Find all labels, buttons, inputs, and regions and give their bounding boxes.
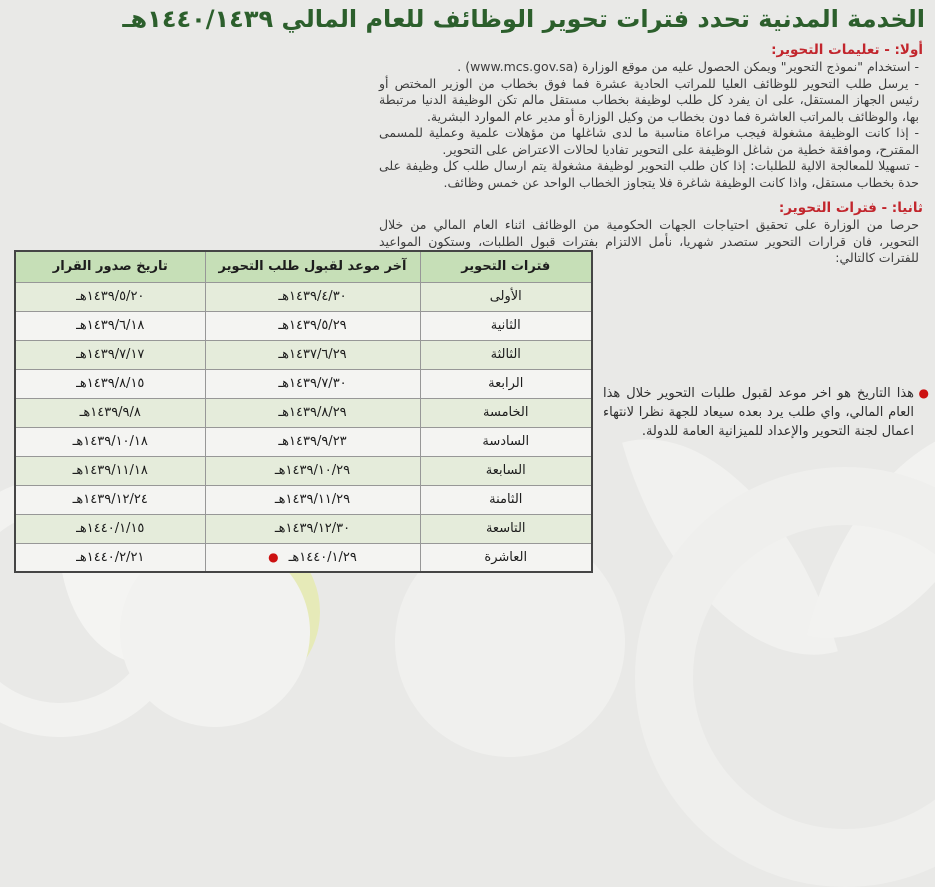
- table-header-row: [15, 251, 592, 282]
- period-cell: الثامنة: [420, 485, 592, 514]
- deadline-cell: ١٤٣٩/٧/٣٠هـ: [205, 369, 420, 398]
- table-row: [15, 543, 592, 572]
- periods-intro: حرصا من الوزارة على تحقيق احتياجات الجهات الحكومية من الوظائف اثناء العام المالي من خلال التحوير، فان قرارات التحوير ستصدر شهريا، نأمل الالتزام بفترات قبول الطلبات، وستكون المواعيد للفترات كالتالي:: [379, 217, 919, 265]
- deadline-cell: ١٤٣٧/٦/٢٩هـ: [205, 340, 420, 369]
- deadline-cell: ١٤٤٠/١/٢٩هـ●: [205, 543, 420, 572]
- transfer-periods-table: [14, 250, 593, 573]
- table-row: [15, 485, 592, 514]
- table-row: [15, 427, 592, 456]
- deadline-marker-icon: ●: [268, 550, 279, 565]
- table-row: [15, 340, 592, 369]
- deadline-cell: ١٤٣٩/١٢/٣٠هـ: [205, 514, 420, 543]
- deadline-cell: ١٤٣٩/٨/٢٩هـ: [205, 398, 420, 427]
- instructions-list: [379, 59, 919, 191]
- deadline-cell: ١٤٣٩/٤/٣٠هـ: [205, 282, 420, 311]
- periods-heading: ثانيا: - فترات التحوير:: [778, 200, 923, 216]
- decision-cell: ١٤٤٠/١/١٥هـ: [15, 514, 205, 543]
- decision-cell: ١٤٣٩/٥/٢٠هـ: [15, 282, 205, 311]
- decision-cell: ١٤٣٩/٩/٨هـ: [15, 398, 205, 427]
- period-cell: العاشرة: [420, 543, 592, 572]
- deadline-cell: ١٤٣٩/١٠/٢٩هـ: [205, 456, 420, 485]
- decision-cell: ١٤٣٩/١٢/٢٤هـ: [15, 485, 205, 514]
- header-decision: تاريخ صدور القرار: [15, 251, 205, 282]
- table-row: [15, 398, 592, 427]
- decision-cell: ١٤٣٩/٦/١٨هـ: [15, 311, 205, 340]
- deadline-cell: ١٤٣٩/١١/٢٩هـ: [205, 485, 420, 514]
- period-cell: الأولى: [420, 282, 592, 311]
- table-row: [15, 311, 592, 340]
- period-cell: السادسة: [420, 427, 592, 456]
- header-period: فترات التحوير: [420, 251, 592, 282]
- decision-cell: ١٤٣٩/١١/١٨هـ: [15, 456, 205, 485]
- header-deadline: آخر موعد لقبول طلب التحوير: [205, 251, 420, 282]
- period-cell: الثانية: [420, 311, 592, 340]
- instruction-item: - استخدام "نموذج التحوير" ويمكن الحصول عليه من موقع الوزارة (www.mcs.gov.sa) .: [457, 59, 919, 74]
- period-cell: السابعة: [420, 456, 592, 485]
- instruction-item: - يرسل طلب التحوير للوظائف العليا للمراتب الحادية عشرة فما فوق بخطاب من الوزير المختص أو رئيس الجهاز المستقل، على ان يفرد كل طلب لوظيفة بخطاب مستقل مالم تكن الوظيفة الدنيا مرتبطة بها، والوظائف بالمراتب العاشرة فما دون بخطاب من وكيل الوزارة أو مدير عام الموارد البشرية.: [379, 75, 919, 124]
- table-row: [15, 282, 592, 311]
- decision-cell: ١٤٣٩/١٠/١٨هـ: [15, 427, 205, 456]
- period-cell: التاسعة: [420, 514, 592, 543]
- page-title: الخدمة المدنية تحدد فترات تحوير الوظائف للعام المالي ١٤٤٠/١٤٣٩هـ: [122, 5, 925, 33]
- decision-cell: ١٤٣٩/٨/١٥هـ: [15, 369, 205, 398]
- decision-cell: ١٤٣٩/٧/١٧هـ: [15, 340, 205, 369]
- period-cell: الرابعة: [420, 369, 592, 398]
- instructions-heading: أولا: - تعليمات التحوير:: [771, 42, 923, 58]
- table-row: [15, 456, 592, 485]
- deadline-cell: ١٤٣٩/٩/٢٣هـ: [205, 427, 420, 456]
- period-cell: الثالثة: [420, 340, 592, 369]
- instruction-item: - تسهيلا للمعالجة الالية للطلبات: إذا كان طلب التحوير لوظيفة مشغولة يتم ارسال طلب كل وظيفة على حدة بخطاب مستقل، واذا كانت الوظيفة شاغرة فلا يتجاوز الخطاب الواحد عن خمس وظائف.: [379, 158, 919, 190]
- period-cell: الخامسة: [420, 398, 592, 427]
- deadline-note: [603, 384, 929, 441]
- table-row: [15, 369, 592, 398]
- instruction-item: - إذا كانت الوظيفة مشغولة فيجب مراعاة مناسبة ما لدى شاغلها من مؤهلات علمية وعملية للمسمى المقترح، وموافقة خطية من شاغل الوظيفة على التحوير تفاديا لحالات الاعتراض على التحوير.: [379, 125, 919, 157]
- decision-cell: ١٤٤٠/٢/٢١هـ: [15, 543, 205, 572]
- deadline-cell: ١٤٣٩/٥/٢٩هـ: [205, 311, 420, 340]
- note-text: هذا التاريخ هو اخر موعد لقبول طلبات التحوير خلال هذا العام المالي، واي طلب يرد بعده سيعاد للجهة نظرا لانتهاء اعمال لجنة التحوير والإعداد للميزانية العامة للدولة.: [603, 386, 914, 439]
- table-row: [15, 514, 592, 543]
- note-bullet-icon: ●: [918, 386, 929, 400]
- instructions-section: [0, 42, 935, 191]
